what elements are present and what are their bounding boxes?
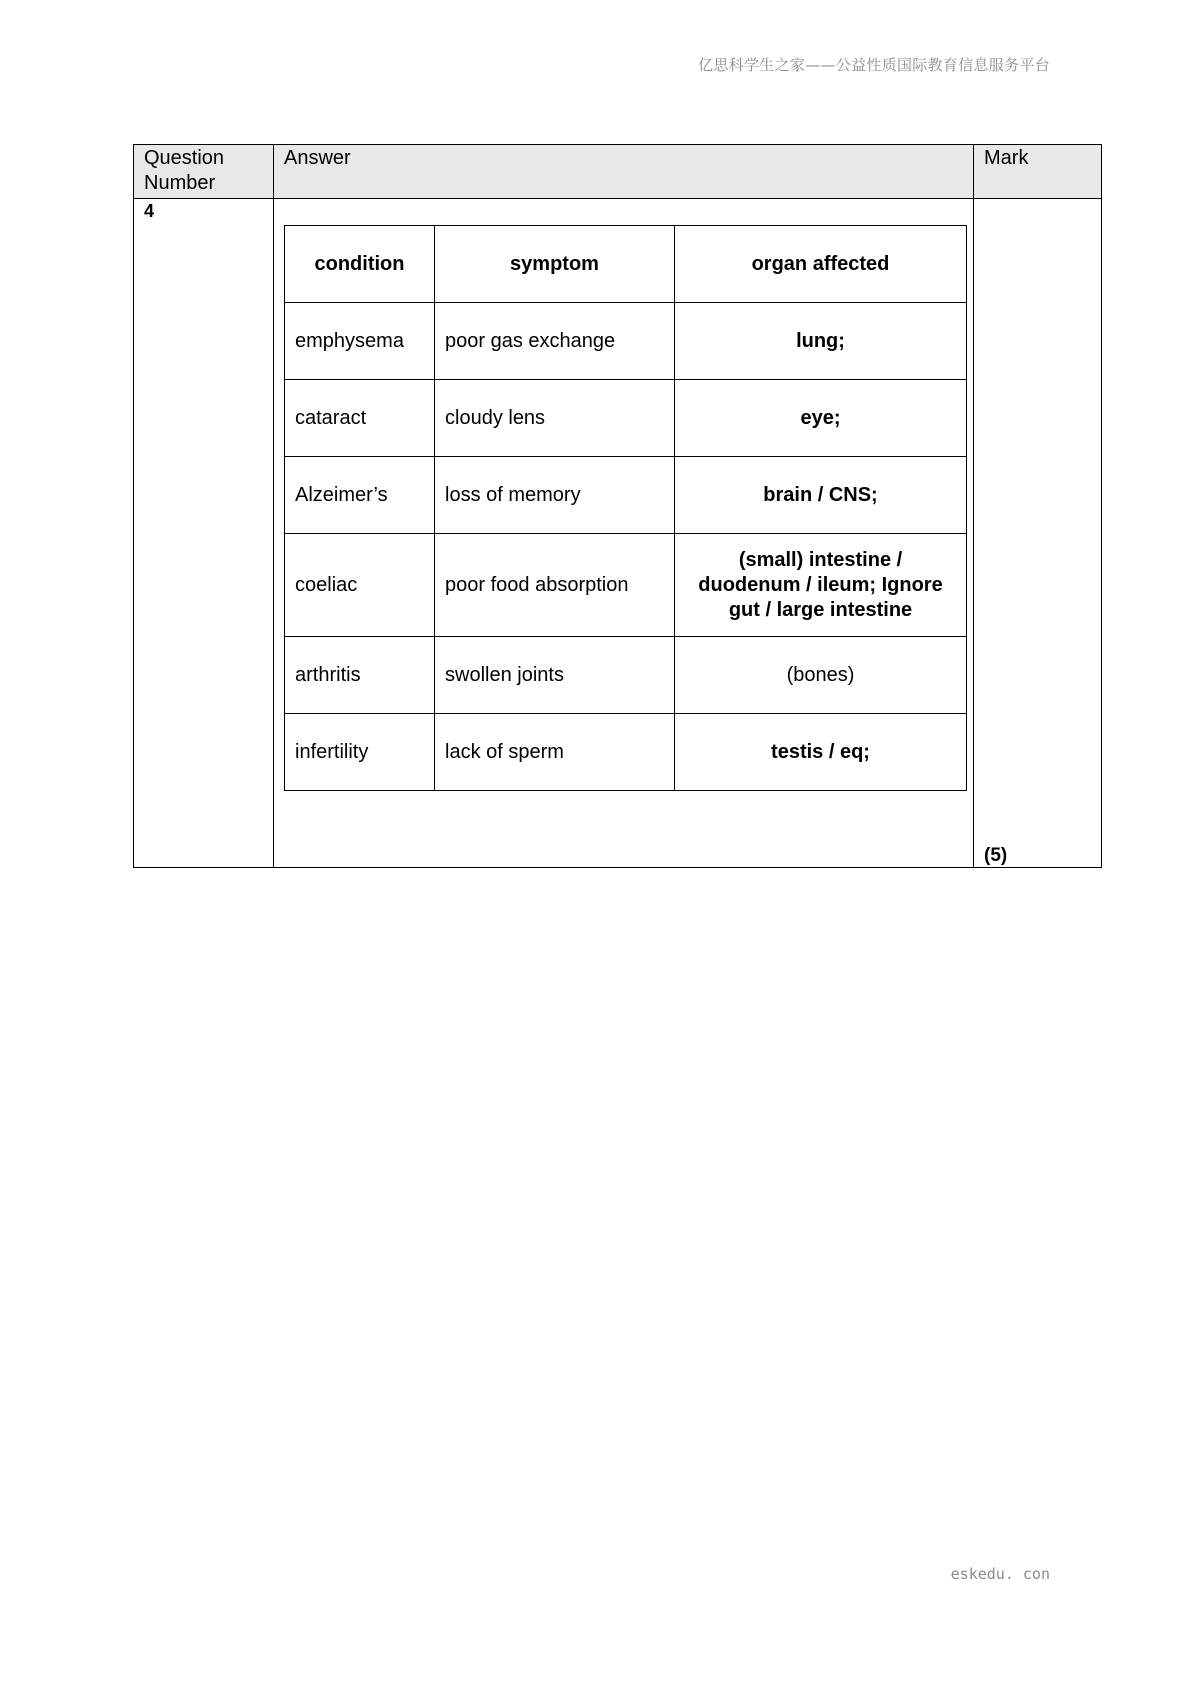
condition-cell: coeliac — [285, 534, 435, 637]
symptom-cell: swollen joints — [435, 637, 675, 714]
question-number: 4 — [134, 199, 274, 868]
table-row — [285, 303, 967, 380]
footer-watermark-text: eskedu. con — [950, 1565, 1050, 1583]
table-row — [285, 637, 967, 714]
answer-table — [284, 225, 967, 791]
condition-cell: Alzeimer’s — [285, 457, 435, 534]
table-row — [285, 534, 967, 637]
organ-cell: testis / eq; — [675, 714, 967, 791]
answer-header: Answer — [274, 145, 974, 199]
condition-cell: emphysema — [285, 303, 435, 380]
header-watermark-text: 亿思科学生之家——公益性质国际教育信息服务平台 — [698, 56, 1050, 74]
organ-cell: brain / CNS; — [675, 457, 967, 534]
symptom-cell: loss of memory — [435, 457, 675, 534]
question-number-header: Question Number — [134, 145, 274, 199]
symptom-cell: lack of sperm — [435, 714, 675, 791]
condition-header: condition — [285, 226, 435, 303]
symptom-cell: poor gas exchange — [435, 303, 675, 380]
mark-scheme-row — [134, 199, 1102, 868]
answer-cell — [274, 199, 974, 868]
condition-cell: cataract — [285, 380, 435, 457]
table-row — [285, 714, 967, 791]
condition-cell: infertility — [285, 714, 435, 791]
organ-cell: lung; — [675, 303, 967, 380]
mark-scheme-table — [133, 144, 1102, 868]
mark-value: (5) — [974, 199, 1102, 868]
answer-table-header-row — [285, 226, 967, 303]
organ-cell: eye; — [675, 380, 967, 457]
symptom-header: symptom — [435, 226, 675, 303]
table-row — [285, 380, 967, 457]
symptom-cell: poor food absorption — [435, 534, 675, 637]
mark-header: Mark — [974, 145, 1102, 199]
condition-cell: arthritis — [285, 637, 435, 714]
table-row — [285, 457, 967, 534]
organ-header: organ affected — [675, 226, 967, 303]
organ-cell: (bones) — [675, 637, 967, 714]
organ-cell: (small) intestine / duodenum / ileum; Ignore gut / large intestine — [675, 534, 967, 637]
mark-scheme-header-row — [134, 145, 1102, 199]
symptom-cell: cloudy lens — [435, 380, 675, 457]
